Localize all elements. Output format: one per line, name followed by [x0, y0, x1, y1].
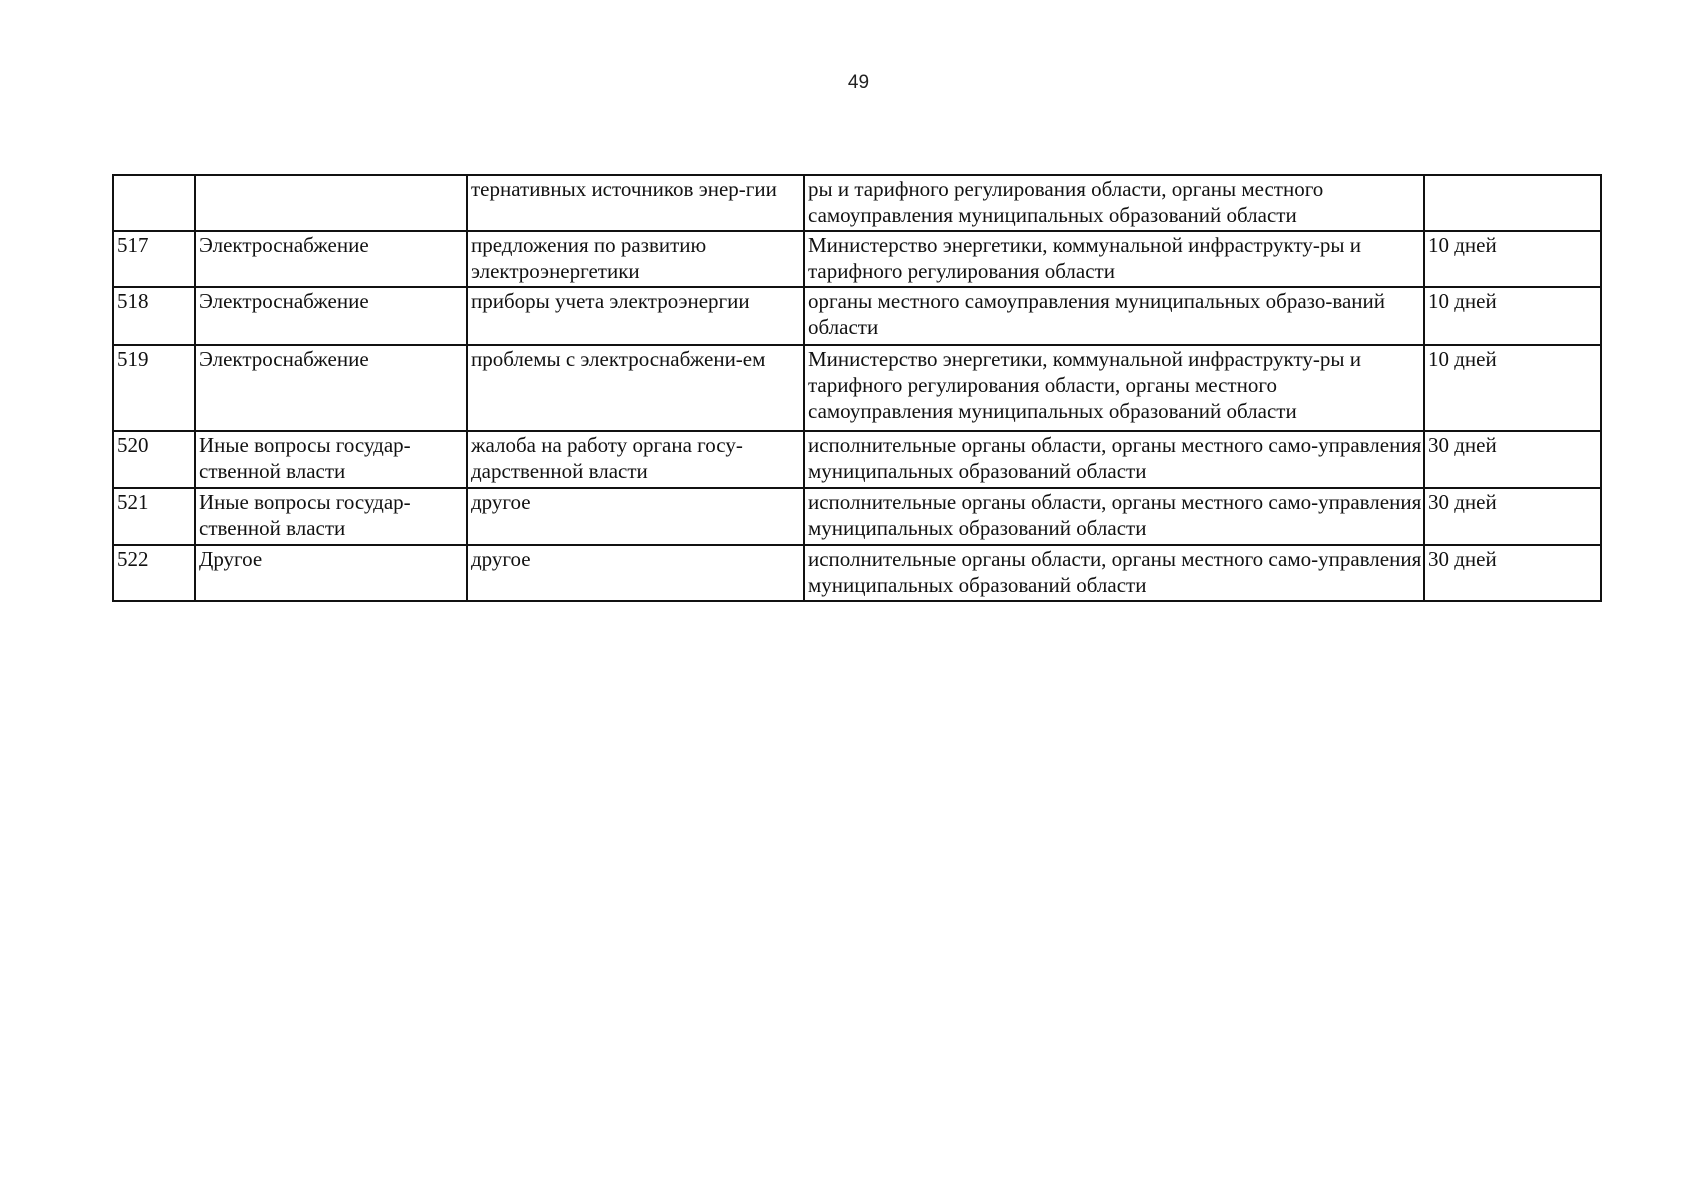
topic-cell: Иные вопросы государ-ственной власти: [195, 431, 467, 488]
table-row: [113, 345, 1601, 431]
subtopic-cell: приборы учета электроэнергии: [467, 287, 804, 345]
document-table: [112, 174, 1602, 602]
row-number: 518: [113, 287, 195, 345]
subtopic-cell: тернативных источников энер-гии: [467, 175, 804, 231]
organ-cell: органы местного самоуправления муниципальных образо-ваний области: [804, 287, 1424, 345]
row-number: 521: [113, 488, 195, 545]
table-row: [113, 488, 1601, 545]
organ-cell: исполнительные органы области, органы местного само-управления муниципальных образований области: [804, 545, 1424, 601]
organ-cell: Министерство энергетики, коммунальной инфраструкту-ры и тарифного регулирования области, органы местного самоуправления муниципальных образований области: [804, 345, 1424, 431]
organ-cell: исполнительные органы области, органы местного само-управления муниципальных образований области: [804, 431, 1424, 488]
row-number: 517: [113, 231, 195, 287]
row-number: 520: [113, 431, 195, 488]
organ-cell: ры и тарифного регулирования области, органы местного самоуправления муниципальных образований области: [804, 175, 1424, 231]
subtopic-cell: жалоба на работу органа госу-дарственной власти: [467, 431, 804, 488]
topic-cell: Электроснабжение: [195, 231, 467, 287]
topic-cell: Электроснабжение: [195, 287, 467, 345]
topic-cell: [195, 175, 467, 231]
table-row: [113, 231, 1601, 287]
topic-cell: Электроснабжение: [195, 345, 467, 431]
table-row: [113, 175, 1601, 231]
term-cell: 10 дней: [1424, 345, 1601, 431]
row-number: [113, 175, 195, 231]
subtopic-cell: проблемы с электроснабжени-ем: [467, 345, 804, 431]
term-cell: 30 дней: [1424, 488, 1601, 545]
term-cell: 10 дней: [1424, 287, 1601, 345]
table-row: [113, 287, 1601, 345]
term-cell: 10 дней: [1424, 231, 1601, 287]
topic-cell: Другое: [195, 545, 467, 601]
row-number: 519: [113, 345, 195, 431]
term-cell: 30 дней: [1424, 431, 1601, 488]
topic-cell: Иные вопросы государ-ственной власти: [195, 488, 467, 545]
subtopic-cell: другое: [467, 488, 804, 545]
table-row: [113, 431, 1601, 488]
term-cell: [1424, 175, 1601, 231]
page-number: 49: [847, 72, 870, 93]
subtopic-cell: предложения по развитию электроэнергетики: [467, 231, 804, 287]
subtopic-cell: другое: [467, 545, 804, 601]
table-row: [113, 545, 1601, 601]
organ-cell: исполнительные органы области, органы местного само-управления муниципальных образований области: [804, 488, 1424, 545]
row-number: 522: [113, 545, 195, 601]
organ-cell: Министерство энергетики, коммунальной инфраструкту-ры и тарифного регулирования области: [804, 231, 1424, 287]
term-cell: 30 дней: [1424, 545, 1601, 601]
